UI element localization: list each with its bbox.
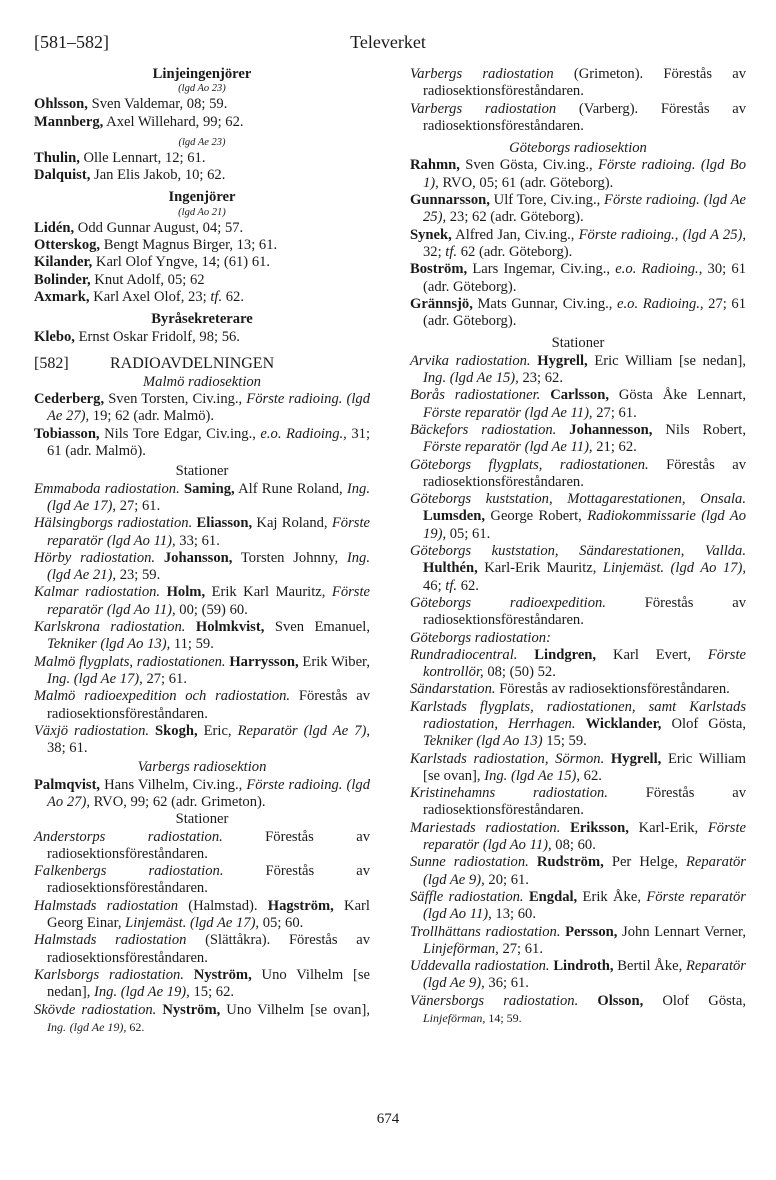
list-item: Arvika radiostation. Hygrell, Eric William [se nedan], Ing. (lgd Ae 15), 23; 62.	[410, 352, 746, 387]
list-item: Göteborgs flygplats, radiostationen. Förestås av radiosektionsföreståndaren.	[410, 456, 746, 490]
list-item: Växjö radiostation. Skogh, Eric, Reparatör (lgd Ae 7), 38; 61.	[34, 722, 370, 757]
heading-byrasekreterare: Byråsekreterare	[151, 311, 253, 328]
list-item: Cederberg, Sven Torsten, Civ.ing., Förste radioing. (lgd Ae 27), 19; 62 (adr. Malmö).	[34, 391, 370, 425]
column-range: [581–582]	[34, 32, 109, 52]
grade-note: (lgd Ao 21)	[178, 206, 226, 218]
list-item: Kristinehamns radiostation. Förestås av radiosektionsföreståndaren.	[410, 785, 747, 819]
section-title: RADIOAVDELNINGEN	[110, 354, 275, 372]
list-item: Halmstads radiostation (Halmstad). Hagström, Karl Georg Einar, Linjemäst. (lgd Ae 17), 05; 60.	[34, 897, 370, 932]
list-item: Halmstads radiostation (Slättåkra). Förestås av radiosektionsföreståndaren.	[34, 932, 370, 966]
list-item: Göteborgs kuststation, Sändarestationen, Vallda. Hulthén, Karl-Erik Mauritz, Linjemäst. (lgd Ao 17), 46; tf. 62.	[410, 543, 746, 594]
list-item: Hälsingborgs radiostation. Eliasson, Kaj Roland, Förste reparatör (lgd Ao 11), 33; 61.	[34, 515, 370, 549]
list-item: Anderstorps radiostation. Förestås av radiosektionsföreståndaren.	[34, 828, 370, 862]
page-header	[34, 32, 742, 56]
running-title: Televerket	[350, 32, 426, 52]
list-item: Trollhättans radiostation. Persson, John Lennart Verner, Linjeförman, 27; 61.	[410, 923, 746, 957]
list-item: Emmaboda radiostation. Saming, Alf Rune Roland, Ing. (lgd Ae 17), 27; 61.	[34, 480, 370, 514]
list-item: Malmö flygplats, radiostationen. Harrysson, Erik Wiber, Ing. (lgd Ae 17), 27; 61.	[34, 653, 370, 687]
list-item: Otterskog, Bengt Magnus Birger, 13; 61.	[34, 237, 278, 254]
subsection-title: Stationer	[175, 811, 229, 828]
list-item: Boström, Lars Ingemar, Civ.ing., e.o. Radioing., 30; 61 (adr. Göteborg).	[410, 261, 746, 295]
list-item: Kilander, Karl Olof Yngve, 14; (61) 61.	[34, 254, 271, 271]
page-number: 674	[376, 1111, 400, 1127]
list-item: Lidén, Odd Gunnar August, 04; 57.	[34, 219, 244, 236]
list-item: Karlskrona radiostation. Holmkvist, Sven Emanuel, Tekniker (lgd Ao 13), 11; 59.	[34, 619, 370, 653]
list-item: Rahmn, Sven Gösta, Civ.ing., Förste radioing. (lgd Bo 1), RVO, 05; 61 (adr. Göteborg).	[410, 157, 747, 191]
list-item: Vänersborgs radiostation. Olsson, Olof Gösta, Linjeförman, 14; 59.	[410, 992, 746, 1026]
list-item: Mannberg, Axel Willehard, 99; 62.	[34, 113, 244, 130]
subsection-title: Göteborgs radiosektion	[509, 140, 647, 157]
list-item: Varbergs radiostation (Grimeton). Förestås av radiosektionsföreståndaren.	[410, 66, 746, 100]
section-heading	[34, 354, 370, 373]
grade-note: (lgd Ao 23)	[178, 83, 226, 95]
list-item: Malmö radioexpedition och radiostation. Förestås av radiosektionsföreståndaren.	[34, 688, 370, 722]
list-item: Tobiasson, Nils Tore Edgar, Civ.ing., e.o. Radioing., 31; 61 (adr. Malmö).	[34, 425, 370, 460]
subsection-title: Stationer	[175, 463, 229, 480]
list-item: Grännsjö, Mats Gunnar, Civ.ing., e.o. Radioing., 27; 61 (adr. Göteborg).	[410, 295, 747, 330]
list-item: Sändarstation. Förestås av radiosektionsföreståndaren.	[410, 681, 730, 698]
list-item: Mariestads radiostation. Eriksson, Karl-Erik, Förste reparatör (lgd Ao 11), 08; 60.	[410, 819, 746, 854]
heading-linjeingenjorer: Linjeingenjörer	[152, 66, 252, 82]
heading-ingenjorer: Ingenjörer	[168, 189, 236, 206]
grade-note: (lgd Ae 23)	[178, 136, 226, 148]
subsection-title: Stationer	[551, 335, 605, 352]
list-item: Karlstads radiostation, Sörmon. Hygrell, Eric William [se ovan], Ing. (lgd Ae 15), 62.	[410, 750, 746, 784]
list-item: Göteborgs radiostation:	[410, 629, 551, 646]
list-item: Säffle radiostation. Engdal, Erik Åke, Förste reparatör (lgd Ao 11), 13; 60.	[410, 888, 746, 923]
list-item: Palmqvist, Hans Vilhelm, Civ.ing., Förste radioing. (lgd Ao 27), RVO, 99; 62 (adr. Grimeton).	[34, 776, 371, 810]
list-item: Bolinder, Knut Adolf, 05; 62	[34, 271, 205, 288]
list-item: Uddevalla radiostation. Lindroth, Bertil Åke, Reparatör (lgd Ae 9), 36; 61.	[410, 958, 746, 992]
list-item: Göteborgs kuststation, Mottagarestationen, Onsala. Lumsden, George Robert, Radiokommissarie (lgd Ao 19), 05; 61.	[410, 491, 747, 542]
list-item: Ohlsson, Sven Valdemar, 08; 59.	[34, 96, 228, 113]
list-item: Thulin, Olle Lennart, 12; 61.	[34, 149, 206, 166]
list-item: Kalmar radiostation. Holm, Erik Karl Mauritz, Förste reparatör (lgd Ao 11), 00; (59) 60.	[34, 584, 371, 618]
list-item: Skövde radiostation. Nyström, Uno Vilhelm [se ovan], Ing. (lgd Ae 19), 62.	[34, 1001, 370, 1034]
list-item: Gunnarsson, Ulf Tore, Civ.ing., Förste radioing. (lgd Ae 25), 23; 62 (adr. Göteborg).	[410, 192, 746, 226]
list-item: Klebo, Ernst Oskar Fridolf, 98; 56.	[34, 328, 240, 345]
list-item: Borås radiostationer. Carlsson, Gösta Åke Lennart, Förste reparatör (lgd Ae 11), 27; 61.	[410, 387, 747, 421]
list-item: Hörby radiostation. Johansson, Torsten Johnny, Ing. (lgd Ae 21), 23; 59.	[34, 549, 370, 584]
list-item: Karlstads flygplats, radiostationen, samt Karlstads radiostation, Herrhagen. Wicklander, Olof Gösta, Tekniker (lgd Ao 13) 15; 59.	[410, 698, 746, 750]
list-item: Falkenbergs radiostation. Förestås av radiosektionsföreståndaren.	[34, 863, 370, 897]
list-item: Karlsborgs radiostation. Nyström, Uno Vilhelm [se nedan], Ing. (lgd Ae 19), 15; 62.	[34, 966, 370, 1001]
right-column	[410, 66, 746, 1027]
section-number: [582]	[34, 354, 69, 372]
left-column	[34, 66, 370, 1036]
list-item: Dalquist, Jan Elis Jakob, 10; 62.	[34, 167, 226, 184]
list-item: Varbergs radiostation (Varberg). Förestås av radiosektionsföreståndaren.	[410, 100, 747, 134]
list-item: Rundradiocentral. Lindgren, Karl Evert, Förste kontrollör, 08; (50) 52.	[410, 646, 746, 681]
list-item: Sunne radiostation. Rudström, Per Helge, Reparatör (lgd Ae 9), 20; 61.	[410, 854, 746, 888]
list-item: Axmark, Karl Axel Olof, 23; tf. 62.	[34, 288, 244, 305]
list-item: Göteborgs radioexpedition. Förestås av radiosektionsföreståndaren.	[410, 594, 746, 629]
list-item: Bäckefors radiostation. Johannesson, Nils Robert, Förste reparatör (lgd Ae 11), 21; 62.	[410, 421, 746, 456]
subsection-title: Malmö radiosektion	[143, 373, 261, 390]
list-item: Synek, Alfred Jan, Civ.ing., Förste radioing., (lgd A 25), 32; tf. 62 (adr. Göteborg).	[410, 226, 747, 260]
subsection-title: Varbergs radiosektion	[137, 759, 267, 776]
